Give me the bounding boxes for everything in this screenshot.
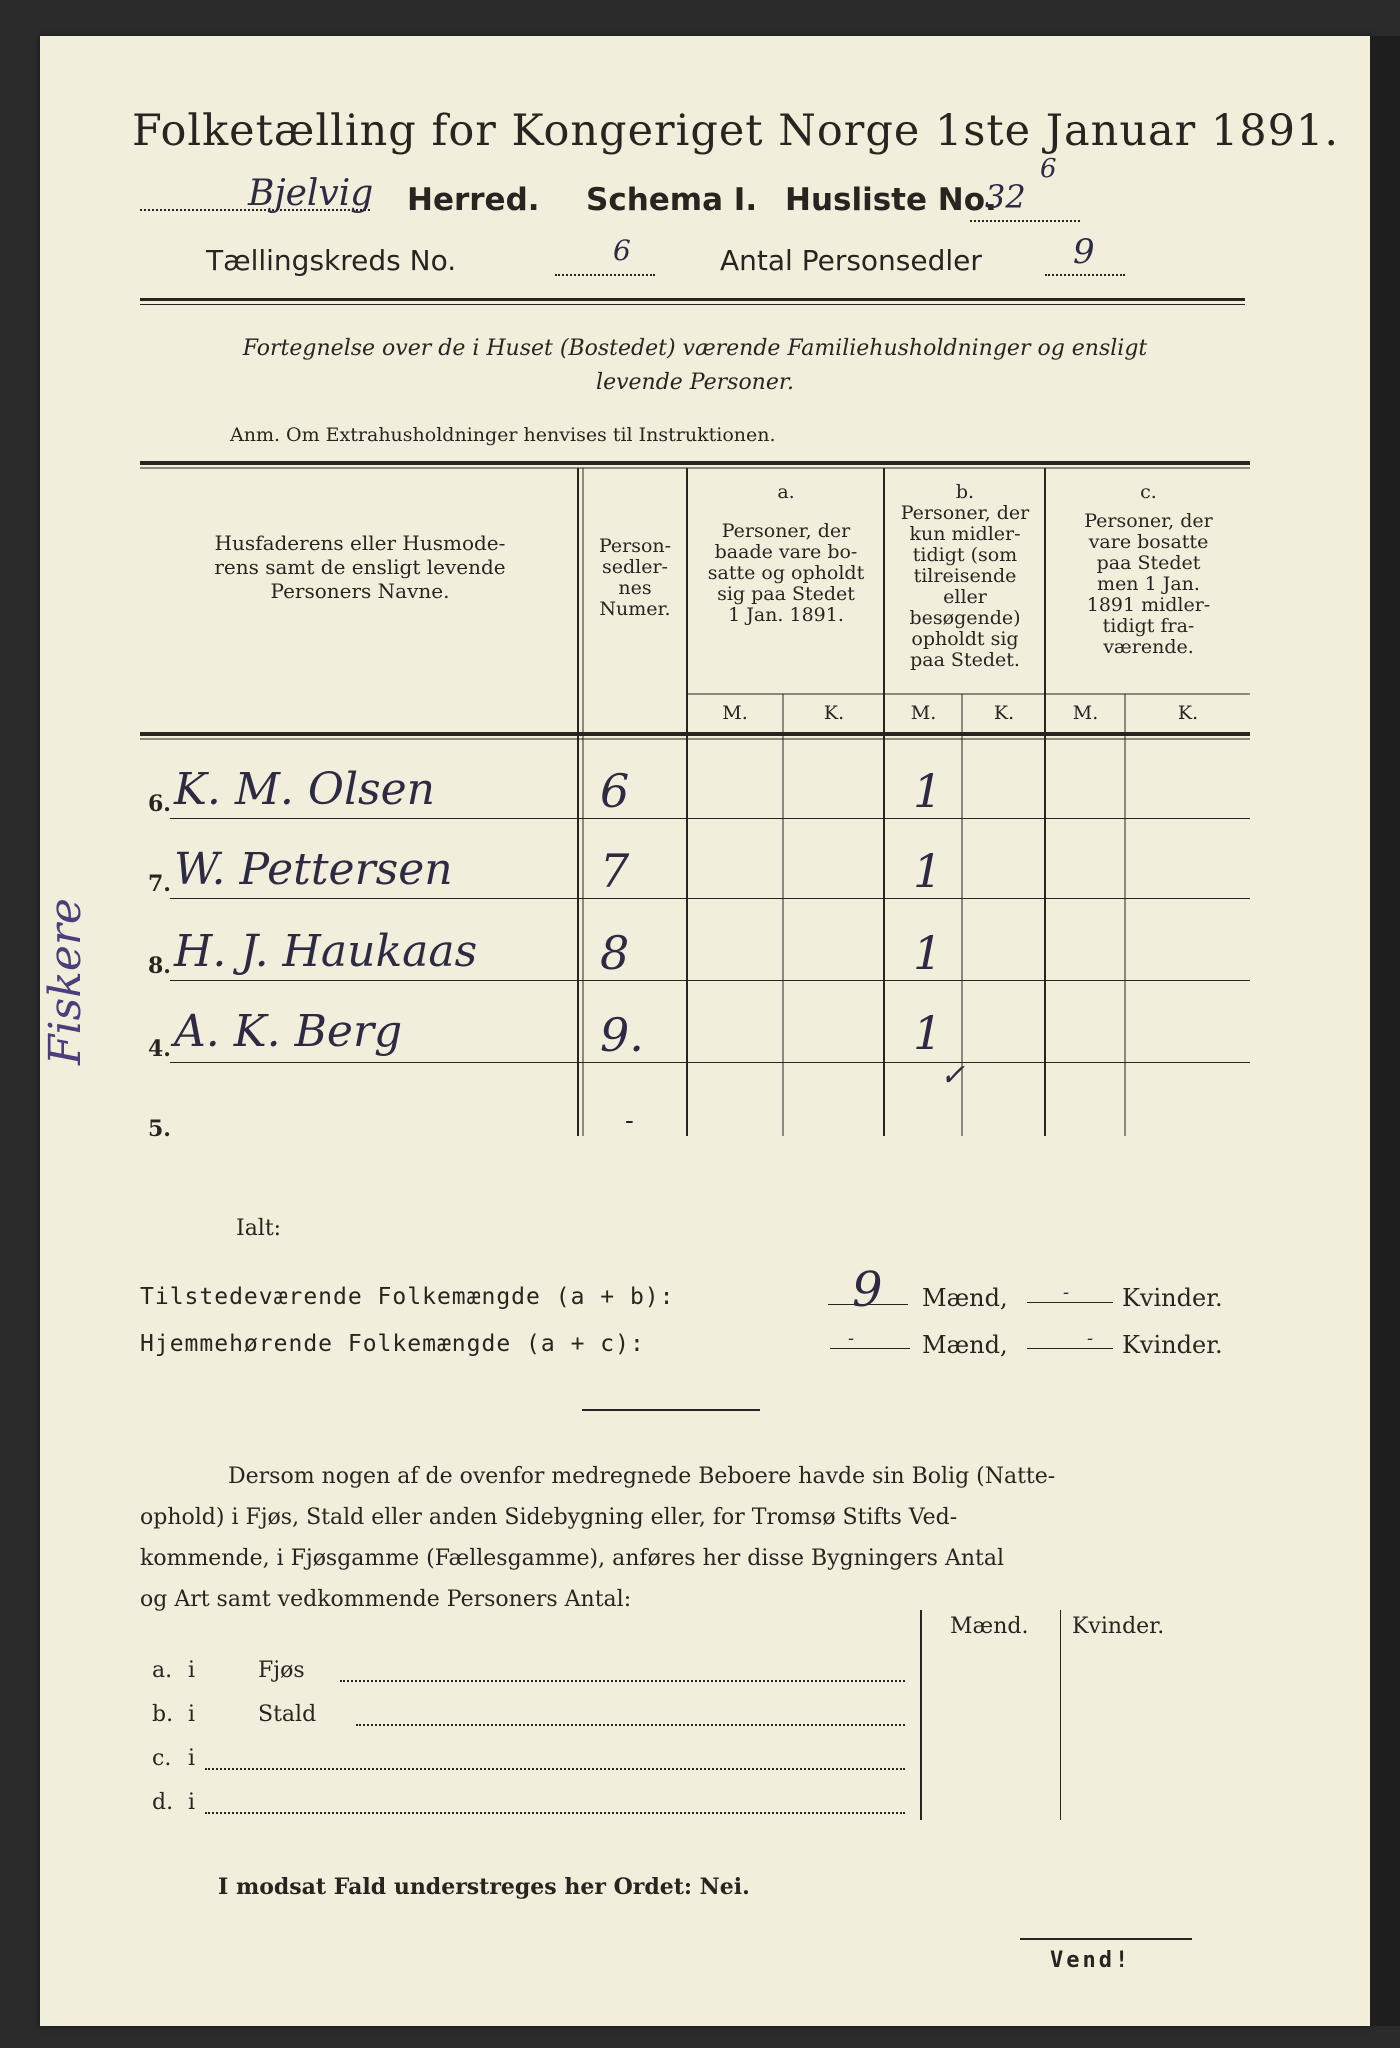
col-b-k: K. [993,702,1015,724]
bygning-line-2: ophold) i Fjøs, Stald eller anden Sidebygning eller, for Tromsø Stifts Ved- [140,1505,958,1530]
col-b-line-5: eller [943,586,987,608]
row-bm-3: 1 [913,926,943,980]
col-b-letter: b. [955,481,975,503]
row-line-2 [170,898,1250,899]
col-header-names-line-3: Personers Navne. [270,579,450,603]
row-bm-2: 1 [913,844,943,898]
col-c-line-7: værende. [1103,636,1194,658]
row-line-1 [170,818,1250,819]
checkmark-icon: ✓ [940,1058,966,1093]
row-num-4: 9. [600,1008,644,1062]
antal-label: Antal Personsedler [720,244,982,277]
form-title: Folketælling for Kongeriget Norge 1ste Januar 1891. [132,106,1340,156]
item-c-prep: i [188,1746,196,1771]
col-c-line-5: 1891 midler- [1086,594,1211,616]
item-c-dots [205,1768,905,1770]
scan-edge [1370,36,1400,2026]
anm-note: Anm. Om Extrahusholdninger henvises til Instruktionen. [230,424,776,446]
col-b-line-4: tilreisende [913,565,1017,587]
bygning-kvinder-header: Kvinder. [1072,1614,1165,1639]
col-a-k: K. [823,702,845,724]
row-index-2: 7. [148,871,171,897]
row-name-1: K. M. Olsen [174,764,435,815]
husliste-value: 32 [985,178,1026,216]
bygning-line-1: Dersom nogen af de ovenfor medregnede Beboere havde sin Bolig (Natte- [228,1464,1056,1489]
tilstede-kvinder-value: - [1063,1282,1070,1303]
col-c-line-3: paa Stedet [1096,552,1201,574]
row-name-4: A. K. Berg [174,1006,403,1057]
col-a-line-2: baade vare bo- [714,541,858,563]
row-index-3: 8. [148,953,171,979]
row-num-5: - [625,1106,634,1136]
col-c-m: M. [1072,702,1099,724]
item-b-label: Stald [258,1702,317,1727]
husliste-label: Husliste No. [785,182,997,218]
hjemme-maend-line [830,1348,910,1349]
intro-line-2: levende Personer. [596,370,794,395]
ialt-label: Ialt: [236,1216,282,1241]
bygning-maend-header: Mænd. [950,1614,1029,1639]
col-header-numer-line-1: Person- [598,535,672,557]
row-line-4 [170,1062,1250,1063]
hjemme-kvinder-value: - [1087,1328,1094,1349]
husliste-sup: 6 [1040,154,1057,184]
antal-value: 9 [1073,232,1095,272]
col-b-m: M. [910,702,937,724]
hjemme-kvinder-label: Kvinder. [1122,1331,1223,1359]
section-divider [582,1409,760,1411]
item-d-prep: i [188,1790,196,1815]
vend-label: Vend! [1050,1948,1132,1973]
kreds-label: Tællingskreds No. [206,244,457,277]
col-header-b [886,482,1044,671]
col-a-line-1: Personer, der [721,520,851,542]
hjemme-maend-value: - [848,1328,855,1349]
item-a-dots [340,1680,905,1682]
modsat-note: I modsat Fald understreges her Ordet: Nei. [218,1874,750,1900]
col-a-line-5: 1 Jan. 1891. [728,604,844,626]
margin-note: Fiskere [39,898,91,1065]
col-c-letter: c. [1140,481,1157,503]
item-c-letter: c. [152,1746,172,1771]
item-b-letter: b. [152,1702,174,1727]
col-a-line-3: satte og opholdt [707,562,865,584]
bygning-item-a [152,1658,305,1683]
col-b-line-8: paa Stedet. [910,649,1020,671]
col-header-numer-line-2: sedler- [602,556,668,578]
tilstede-maend-value: 9 [852,1262,883,1318]
col-b-line-6: besøgende) [909,607,1021,629]
col-header-numer-line-4: Numer. [599,598,671,620]
tilstede-label: Tilstedeværende Folkemængde (a + b): [140,1284,675,1310]
item-a-letter: a. [152,1658,173,1683]
tilstede-maend-label: Mænd, [922,1284,1008,1312]
col-c-line-6: tidigt fra- [1102,615,1195,637]
col-b-line-2: kun midler- [909,523,1021,545]
intro-line-1: Fortegnelse over de i Huset (Bostedet) værende Familiehusholdninger og ensligt [242,336,1148,361]
tilstede-kvinder-label: Kvinder. [1122,1284,1223,1312]
col-b-line-1: Personer, der [900,502,1030,524]
col-c-line-2: vare bosatte [1088,531,1209,553]
col-b-line-3: tidigt (som [912,544,1018,566]
row-index-4: 4. [148,1036,171,1062]
row-bm-4: 1 [913,1006,943,1060]
col-a-line-4: sig paa Stedet [717,583,855,605]
col-c-line-1: Personer, der [1084,510,1213,532]
schema-label: Schema I. [586,182,758,218]
kreds-value: 6 [613,234,631,267]
hjemme-label: Hjemmehørende Folkemængde (a + c): [140,1331,645,1357]
row-num-1: 6 [600,764,630,818]
bygning-item-d [152,1790,195,1815]
col-a-m: M. [722,702,748,724]
bygning-item-b [152,1702,316,1727]
row-num-2: 7 [600,844,630,898]
bygning-paragraph [140,1456,1250,1620]
item-a-prep: i [188,1658,196,1683]
hjemme-kvinder-line [1027,1348,1113,1349]
col-b-line-7: opholdt sig [911,628,1019,650]
col-c-line-4: men 1 Jan. [1097,573,1200,595]
bygning-line-4: og Art samt vedkommende Personers Antal: [140,1587,632,1612]
bygning-item-c [152,1746,195,1771]
hjemme-maend-label: Mænd, [922,1331,1008,1359]
col-header-numer-line-3: nes [618,577,652,599]
col-header-names [145,531,575,603]
vend-rule [1020,1938,1192,1940]
tilstede-kvinder-line [1027,1302,1113,1303]
herred-value: Bjelvig [248,173,374,214]
col-header-numer [583,536,687,620]
row-name-3: H. J. Haukaas [174,926,478,977]
item-d-dots [205,1812,905,1814]
row-bm-1: 1 [913,764,943,818]
bygning-col-line-1 [920,1610,922,1820]
bygning-col-line-2 [1060,1610,1061,1820]
col-a-letter: a. [777,481,795,503]
herred-label: Herred. [407,182,540,218]
item-b-prep: i [188,1702,196,1727]
item-a-label: Fjøs [258,1658,305,1683]
row-index-1: 6. [148,791,171,817]
col-header-names-line-2: rens samt de ensligt levende [214,555,506,579]
item-b-dots [356,1724,905,1726]
bygning-line-3: kommende, i Fjøsgamme (Fællesgamme), anføres her disse Bygningers Antal [140,1546,1004,1571]
row-index-5: 5. [148,1116,171,1142]
census-form-page [40,36,1370,2026]
row-line-3 [170,980,1250,981]
col-header-a [689,482,883,626]
col-c-k: K. [1177,702,1199,724]
item-d-letter: d. [152,1790,174,1815]
col-header-names-line-1: Husfaderens eller Husmode- [214,531,506,555]
col-header-c [1047,482,1250,658]
row-num-3: 8 [600,926,630,980]
row-name-2: W. Pettersen [174,844,453,895]
